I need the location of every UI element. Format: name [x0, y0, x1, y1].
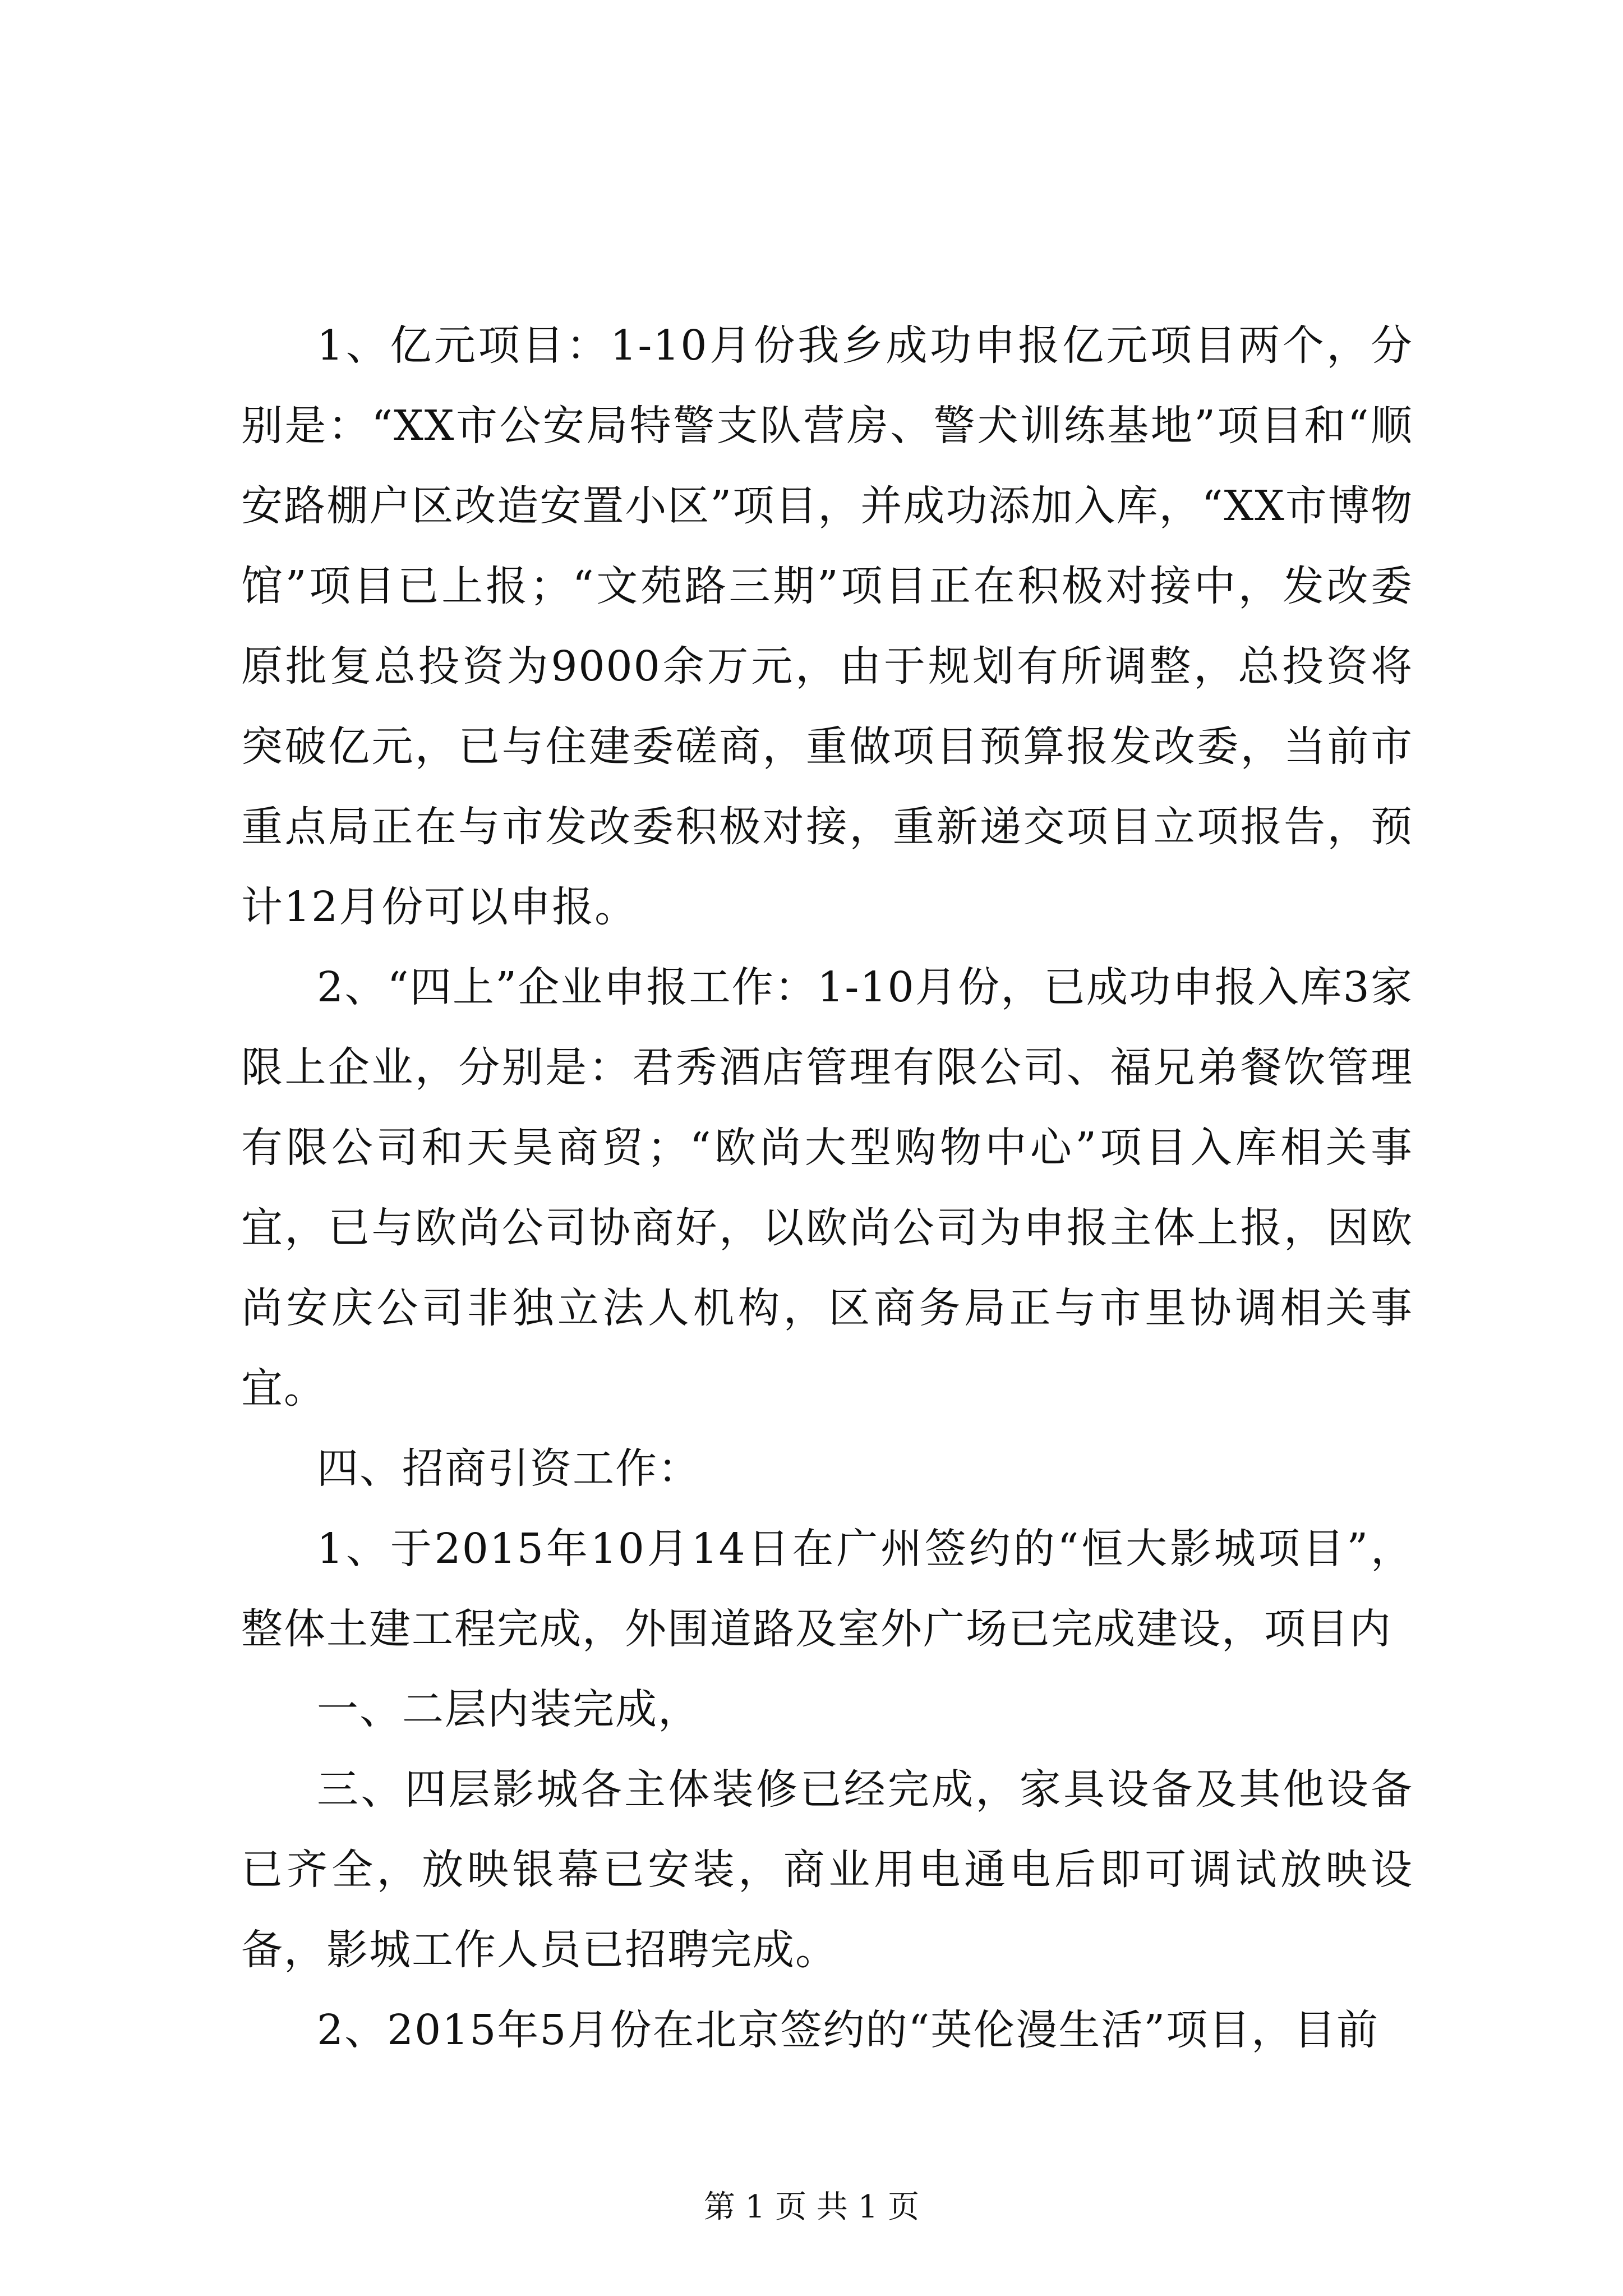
paragraph-billion-projects: 1、亿元项目：1-10月份我乡成功申报亿元项目两个，分别是：“XX市公安局特警支队营房、警犬训练基地”项目和“顺安路棚户区改造安置小区”项目，并成功添加入库，“XX市博物馆”项目已上报；“文苑路三期”项目正在积极对接中，发改委原批复总投资为9000余万元，由于规划有所调整，总投资将突破亿元，已与住建委磋商，重做项目预算报发改委，当前市重点局正在与市发改委积极对接，重新递交项目立项报告，预计12月份可以申报。 [241, 321, 1413, 931]
document-body [241, 306, 1413, 2070]
paragraph-floors-three-four: 三、四层影城各主体装修已经完成，家具设备及其他设备已齐全，放映银幕已安装，商业用电通电后即可调试放映设备，影城工作人员已招聘完成。 [241, 1765, 1413, 1974]
paragraph-four-above-enterprises: 2、“四上”企业申报工作：1-10月份，已成功申报入库3家限上企业，分别是：君秀酒店管理有限公司、福兄弟餐饮管理有限公司和天昊商贸；“欧尚大型购物中心”项目入库相关事宜，已与欧尚公司协商好，以欧尚公司为申报主体上报，因欧尚安庆公司非独立法人机构，区商务局正与市里协调相关事宜。 [241, 963, 1413, 1412]
page-footer: 第 1 页 共 1 页 [703, 2189, 920, 2225]
paragraph-english-life-project: 2、2015年5月份在北京签约的“英伦漫生活”项目，目前 [317, 2006, 1380, 2054]
paragraph-evergrande-cinema: 1、于2015年10月14日在广州签约的“恒大影城项目”，整体土建工程完成，外围道路及室外广场已完成建设，项目内 [241, 1525, 1413, 1653]
paragraph-floors-one-two: 一、二层内装完成， [317, 1685, 700, 1733]
section-heading-investment: 四、招商引资工作： [317, 1444, 700, 1493]
